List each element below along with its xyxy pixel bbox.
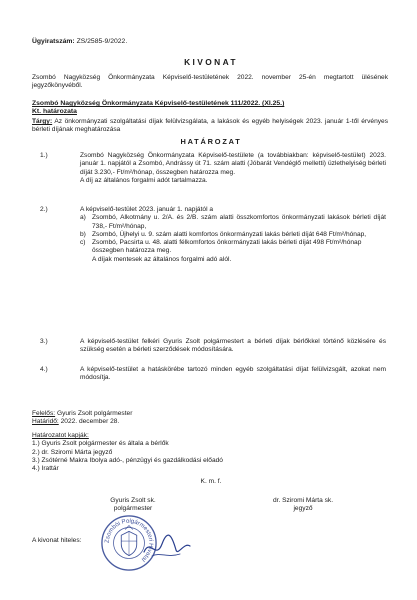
item-text: A képviselő-testület a hatáskörébe tartozó minden egyéb szolgáltatási díjat felülvizsgált, azokat nem módosítja. <box>80 366 386 382</box>
recipient-item: 1.) Gyuris Zsolt polgármester és általa a bérlők <box>32 440 169 448</box>
subject-text: Az önkormányzati szolgáltatási díjak felülvizsgálata, a lakások és egyéb helyiségek 2023. január 1-től érvényes bérleti díjának meghatározása <box>32 118 389 134</box>
signer-role: jegyző <box>293 505 313 513</box>
decision-title <box>32 100 390 117</box>
kmf-line: K. m. f. <box>200 478 222 485</box>
sub-text: Zsombó, Pacsirta u. 48. alatti félkomfortos önkormányzati lakás bérleti díját 498 Ft/m²/hónap <box>92 239 362 247</box>
item-number: 3.) <box>40 338 48 345</box>
item-sub-a <box>80 214 386 231</box>
item-text: A képviselő-testület felkéri Gyuris Zsolt polgármestert a bérleti díjak bérlőkkel történő közlésére és szükség esetén a bérleti szerződések módosítására. <box>80 338 386 354</box>
item-number: 4.) <box>40 366 48 373</box>
responsible-value: Gyuris Zsolt polgármester <box>56 410 133 417</box>
item-note: A díj az általános forgalmi adót tartalmazza. <box>80 176 208 184</box>
recipient-item: 2.) dr. Sziromi Márta jegyző <box>32 448 113 456</box>
handwritten-signature <box>142 532 192 562</box>
resolution-heading: HATÁROZAT <box>180 137 242 146</box>
deadline-label: Határidő: <box>32 418 59 426</box>
sub-text: Zsombó, Alkotmány u. 2/A. és 2/B. szám alatti összkomfortos önkormányzati lakások bérleti díját 738,- Ft/m²/hónap, <box>92 214 386 230</box>
decision-title-line-1: Zsombó Nagyközség Önkormányzata Képviselő-testületének 111/2022. (XI.25.) <box>32 100 285 107</box>
signer-name: Gyuris Zsolt sk. <box>110 497 156 504</box>
item-lead: A képviselő-testület 2023. január 1. napjától a <box>80 206 214 213</box>
item-text: Zsombó Nagyközség Önkormányzata Képviselő-testülete (a továbbiakban: képviselő-testület) 2023. január 1. napjától a Zsombó, Andrássy út 71. szám alatti (Jóbarát Vendéglő melletti) üzlethelyiség bérleti díját 3.230,- Ft/m²/hónap, összegben határozza meg. <box>80 152 386 176</box>
subject-paragraph <box>32 118 388 135</box>
item-sub-c <box>80 239 386 247</box>
case-number-label: Ügyiratszám: <box>32 38 75 45</box>
case-number-value: ZS/2585-9/2022. <box>76 38 128 45</box>
decision-title-line-2: Kt. határozata <box>32 108 77 116</box>
responsible-block <box>32 410 132 427</box>
signature-left <box>88 497 178 514</box>
sub-letter: c) <box>80 239 86 247</box>
responsible-label: Felelős: <box>32 410 56 417</box>
recipients-heading: Határozatot kapják: <box>32 432 89 439</box>
document-title: KIVONAT <box>184 57 238 67</box>
sub-letter: b) <box>80 230 86 238</box>
item-sub-b <box>80 231 386 239</box>
sub-letter: a) <box>80 214 86 222</box>
recipient-item: 3.) Zsótérné Makra Ibolya adó-, pénzügyi és gazdálkodási előadó <box>32 456 223 464</box>
deadline-value: 2022. december 28. <box>60 418 120 426</box>
recipients-block <box>32 432 223 473</box>
item-tail: összegben határozza meg. <box>92 247 172 255</box>
recipient-item: 4.) Irattár <box>32 465 59 473</box>
certification-label: A kivonat hiteles: <box>32 537 82 544</box>
item-body <box>80 338 386 355</box>
intro-paragraph: Zsombó Nagyközség Önkormányzata Képviselő-testületének 2022. november 25-én megtartott ülésének jegyzőkönyvéből. <box>32 74 388 90</box>
seal-text: Zsombói Polgármesteri Hivatal <box>104 518 154 563</box>
signature-right <box>248 497 358 514</box>
signer-role: polgármester <box>113 505 153 513</box>
item-number: 2.) <box>40 206 48 213</box>
item-body <box>80 152 386 185</box>
sub-text: Zsombó, Újhelyi u. 9. szám alatti komfortos önkormányzati lakás bérleti díját 648 Ft/m²/hónap, <box>92 230 367 238</box>
item-number: 1.) <box>40 152 48 159</box>
subject-label: Tárgy: <box>32 118 53 125</box>
case-number-line <box>32 38 127 46</box>
item-body <box>80 206 386 264</box>
item-body <box>80 366 386 383</box>
signer-name: dr. Sziromi Márta sk. <box>272 497 334 504</box>
item-note: A díjak mentesek az általános forgalmi adó alól. <box>92 255 232 263</box>
